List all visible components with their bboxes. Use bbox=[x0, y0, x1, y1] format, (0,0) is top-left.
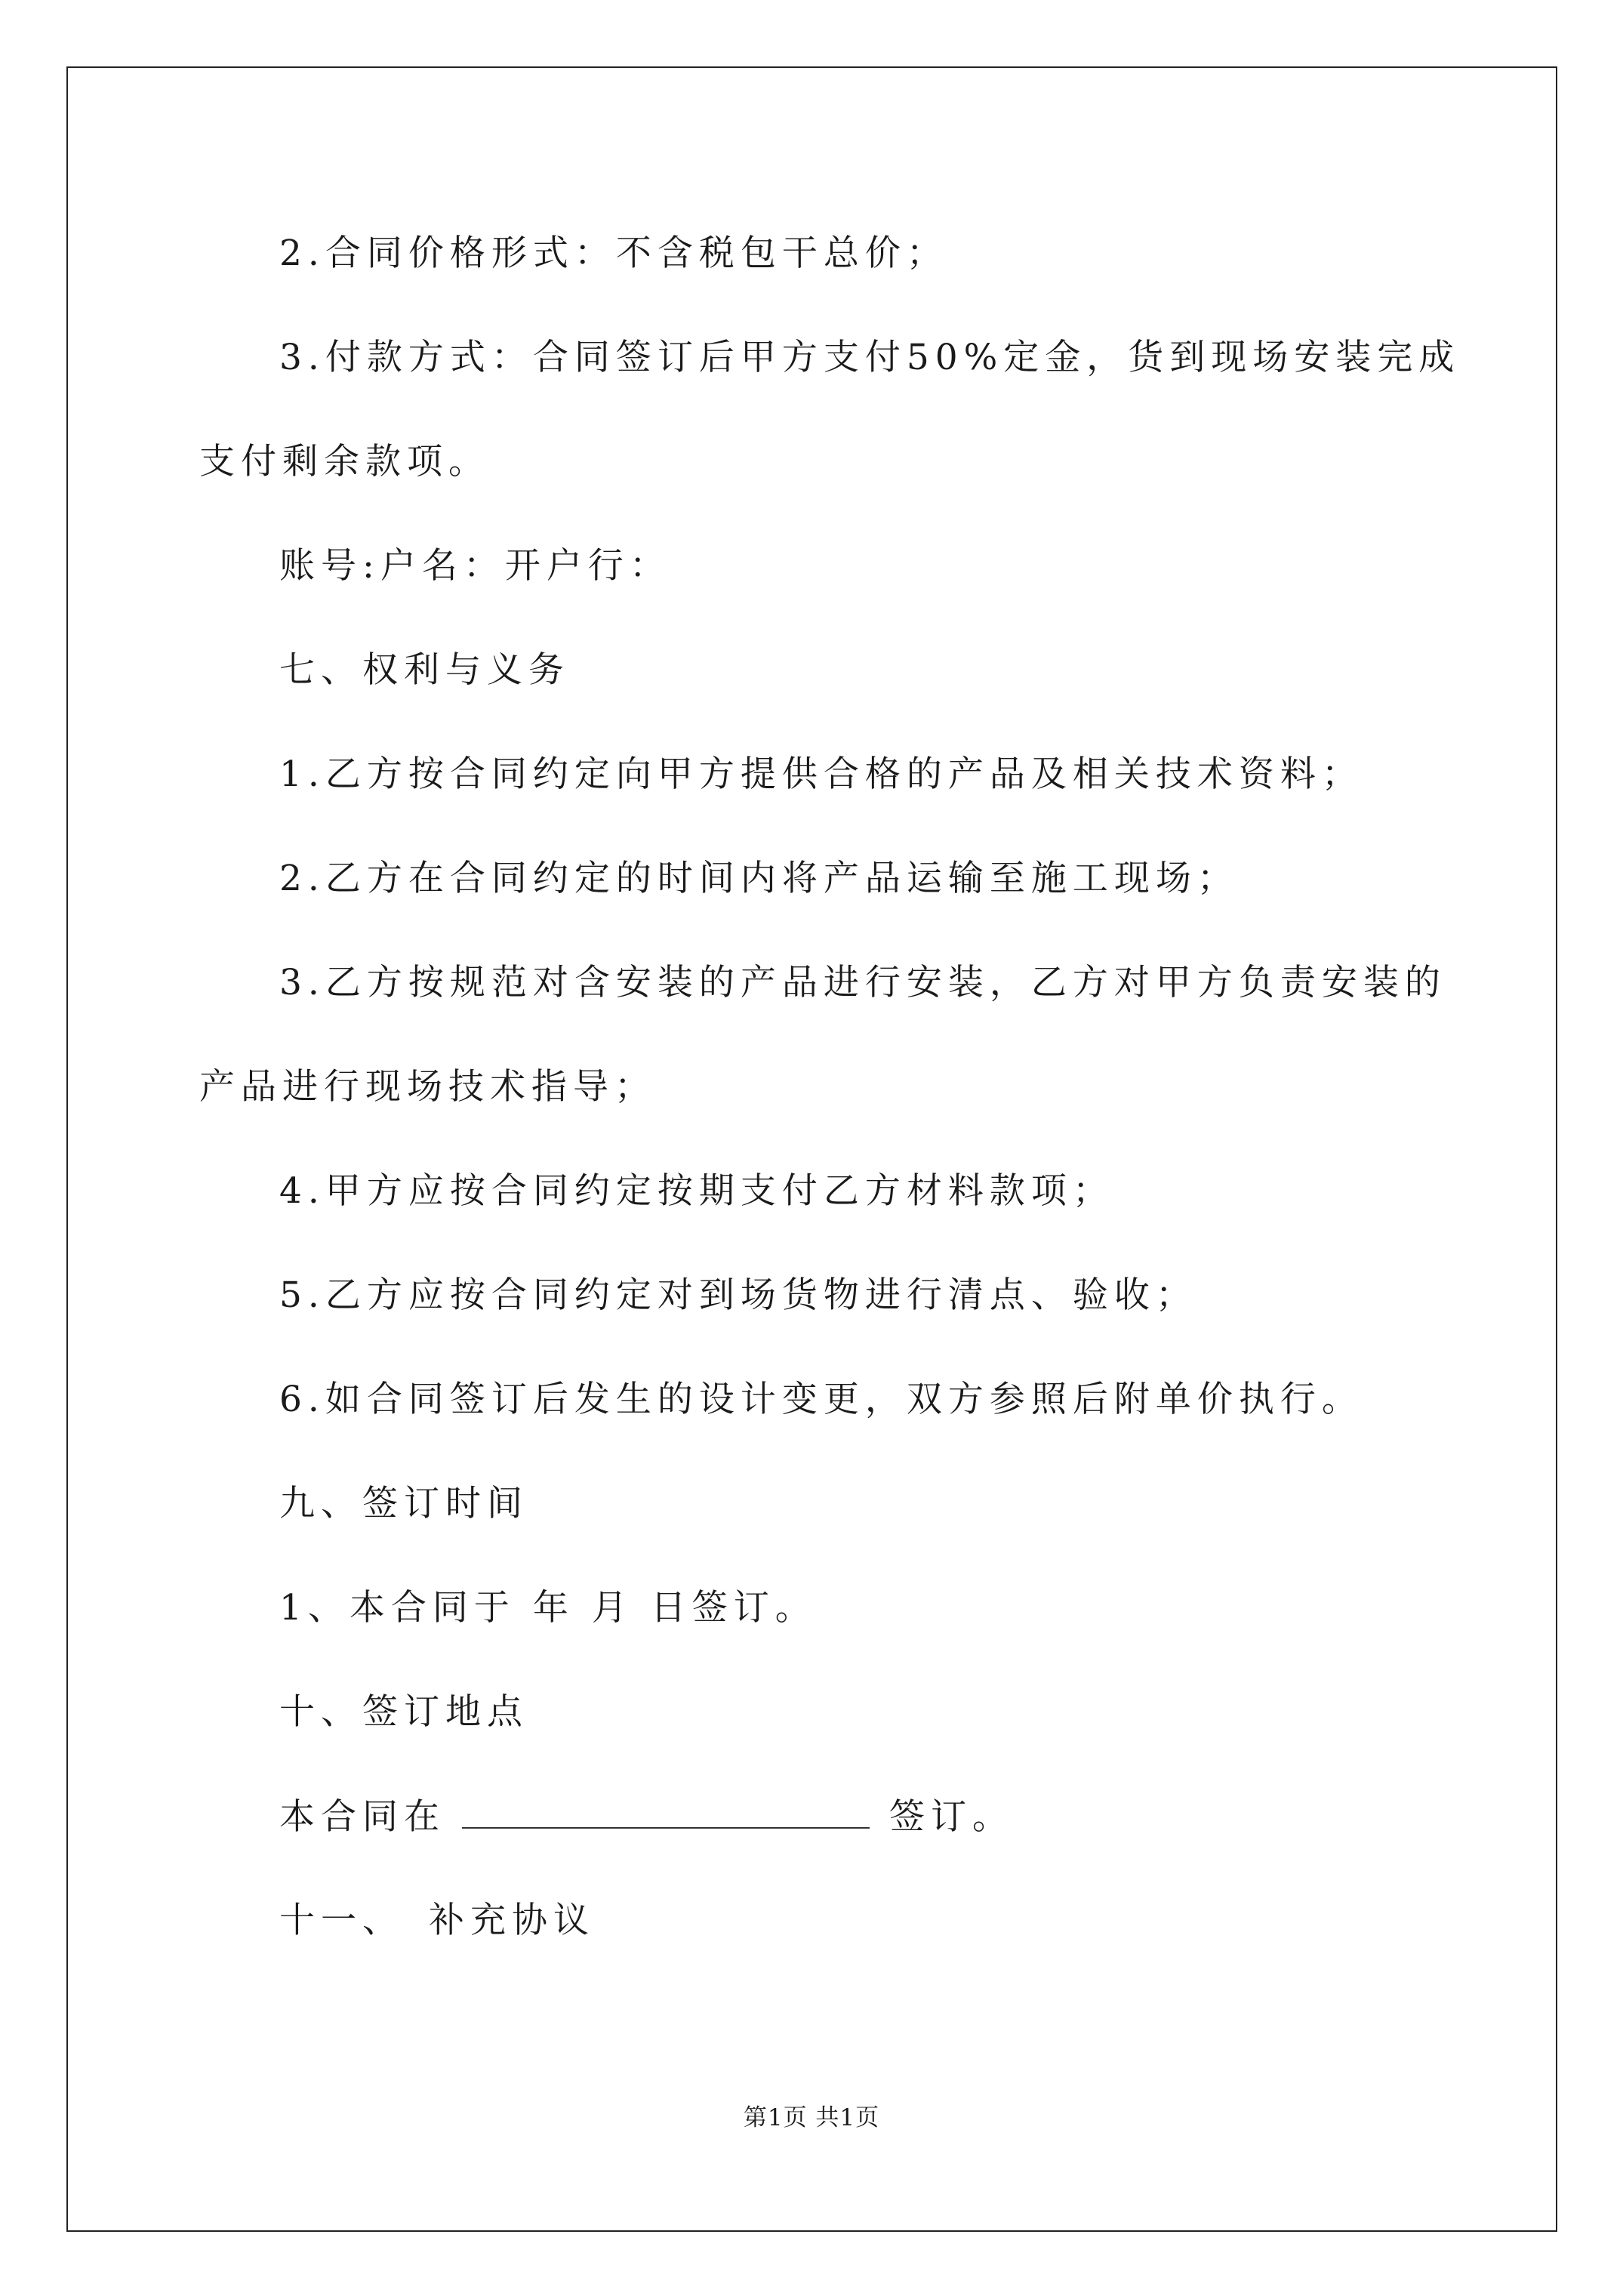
rights-item-6: 6.如合同签订后发生的设计变更，双方参照后附单价执行。 bbox=[279, 1379, 1363, 1420]
payment-method: 3.付款方式：合同签订后甲方支付50%定金，货到现场安装完成 bbox=[279, 337, 1461, 378]
section-rights-heading: 七、权利与义务 bbox=[279, 649, 570, 691]
payment-method-cont: 支付剩余款项。 bbox=[199, 441, 490, 482]
signing-place-line bbox=[279, 1794, 1014, 1840]
rights-item-3-cont: 产品进行现场技术指导； bbox=[199, 1066, 656, 1108]
rights-item-4: 4.甲方应按合同约定按期支付乙方材料款项； bbox=[279, 1170, 1114, 1212]
bank-account: 账号:户名：开户行： bbox=[279, 545, 671, 587]
signing-place-suffix: 签订。 bbox=[889, 1796, 1014, 1838]
rights-item-3: 3.乙方按规范对含安装的产品进行安装，乙方对甲方负责安装的 bbox=[279, 962, 1446, 1003]
rights-item-1: 1.乙方按合同约定向甲方提供合格的产品及相关技术资料； bbox=[279, 754, 1363, 795]
rights-item-5: 5.乙方应按合同约定对到场货物进行清点、验收； bbox=[279, 1274, 1197, 1316]
signing-place-blank bbox=[462, 1794, 870, 1829]
contract-price-form: 2.合同价格形式：不含税包干总价； bbox=[279, 233, 948, 274]
signing-date: 1、本合同于 年 月 日签订。 bbox=[279, 1587, 817, 1629]
section-signing-place-heading: 十、签订地点 bbox=[279, 1691, 528, 1733]
page-footer: 第1页 共1页 bbox=[743, 2104, 880, 2131]
rights-item-2: 2.乙方在合同约定的时间内将产品运输至施工现场； bbox=[279, 858, 1239, 899]
section-supplement-heading: 十一、 补充协议 bbox=[279, 1900, 595, 1941]
section-signing-time-heading: 九、签订时间 bbox=[279, 1483, 528, 1524]
signing-place-prefix: 本合同在 bbox=[279, 1796, 445, 1838]
